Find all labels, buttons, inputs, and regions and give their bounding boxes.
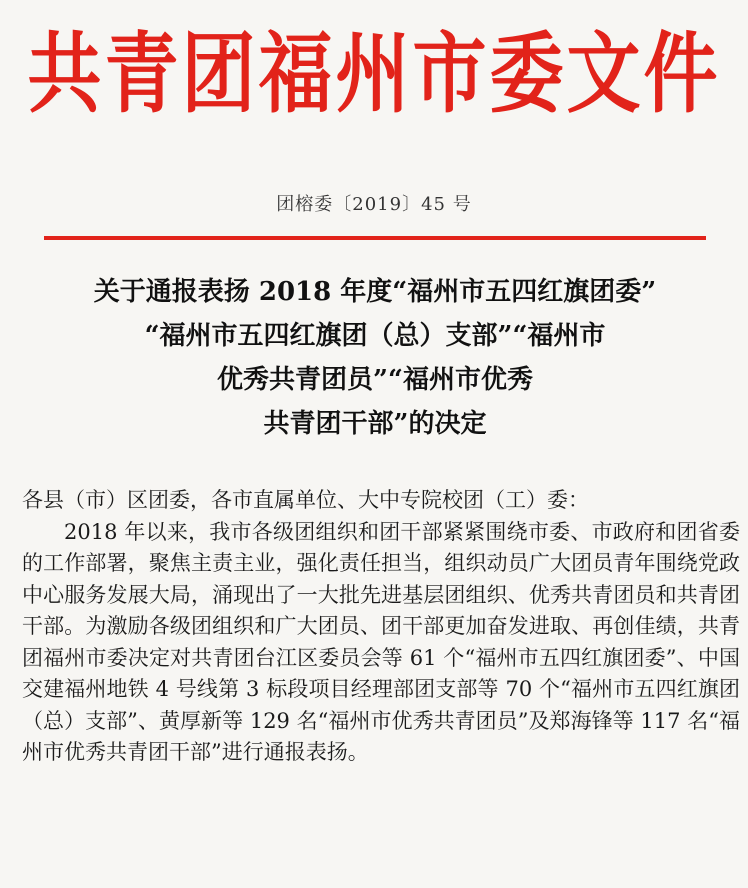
decision-title-line-3: 优秀共青团员”“福州市优秀 [217,365,533,395]
decision-title-line-1: 关于通报表扬 2018 年度“福州市五四红旗团委” [93,277,657,307]
document-number: 团榕委〔2019〕45 号 [276,194,472,215]
decision-title-line-4: 共青团干部”的决定 [263,409,487,439]
decision-title-line-2: “福州市五四红旗团（总）支部”“福州市 [144,321,606,351]
document-header-title: 共青团福州市委文件 [27,23,721,126]
red-divider-line [44,236,706,240]
document-body [22,485,740,769]
decision-title [40,270,710,446]
salutation: 各县（市）区团委，各市直属单位、大中专院校团（工）委： [22,488,589,512]
body-paragraph: 2018 年以来，我市各级团组织和团干部紧紧围绕市委、市政府和团省委的工作部署，聚焦主责主业，强化责任担当，组织动员广大团员青年围绕党政中心服务发展大局，涌现出了一大批先进基层团组织、优秀共青团员和共青团干部。为激励各级团组织和广大团员、团干部更加奋发进取、再创佳绩，共青团福州市委决定对共青团台江区委员会等 61 个“福州市五四红旗团委”、中国交建福州地铁 4 号线第 3 标段项目经理部团支部等 70 个“福州市五四红旗团（总）支部”、黄厚新等 129 名“福州市优秀共青团员”及郑海锋等 117 名“福州市优秀共青团干部”进行通报表扬。 [22,519,740,764]
